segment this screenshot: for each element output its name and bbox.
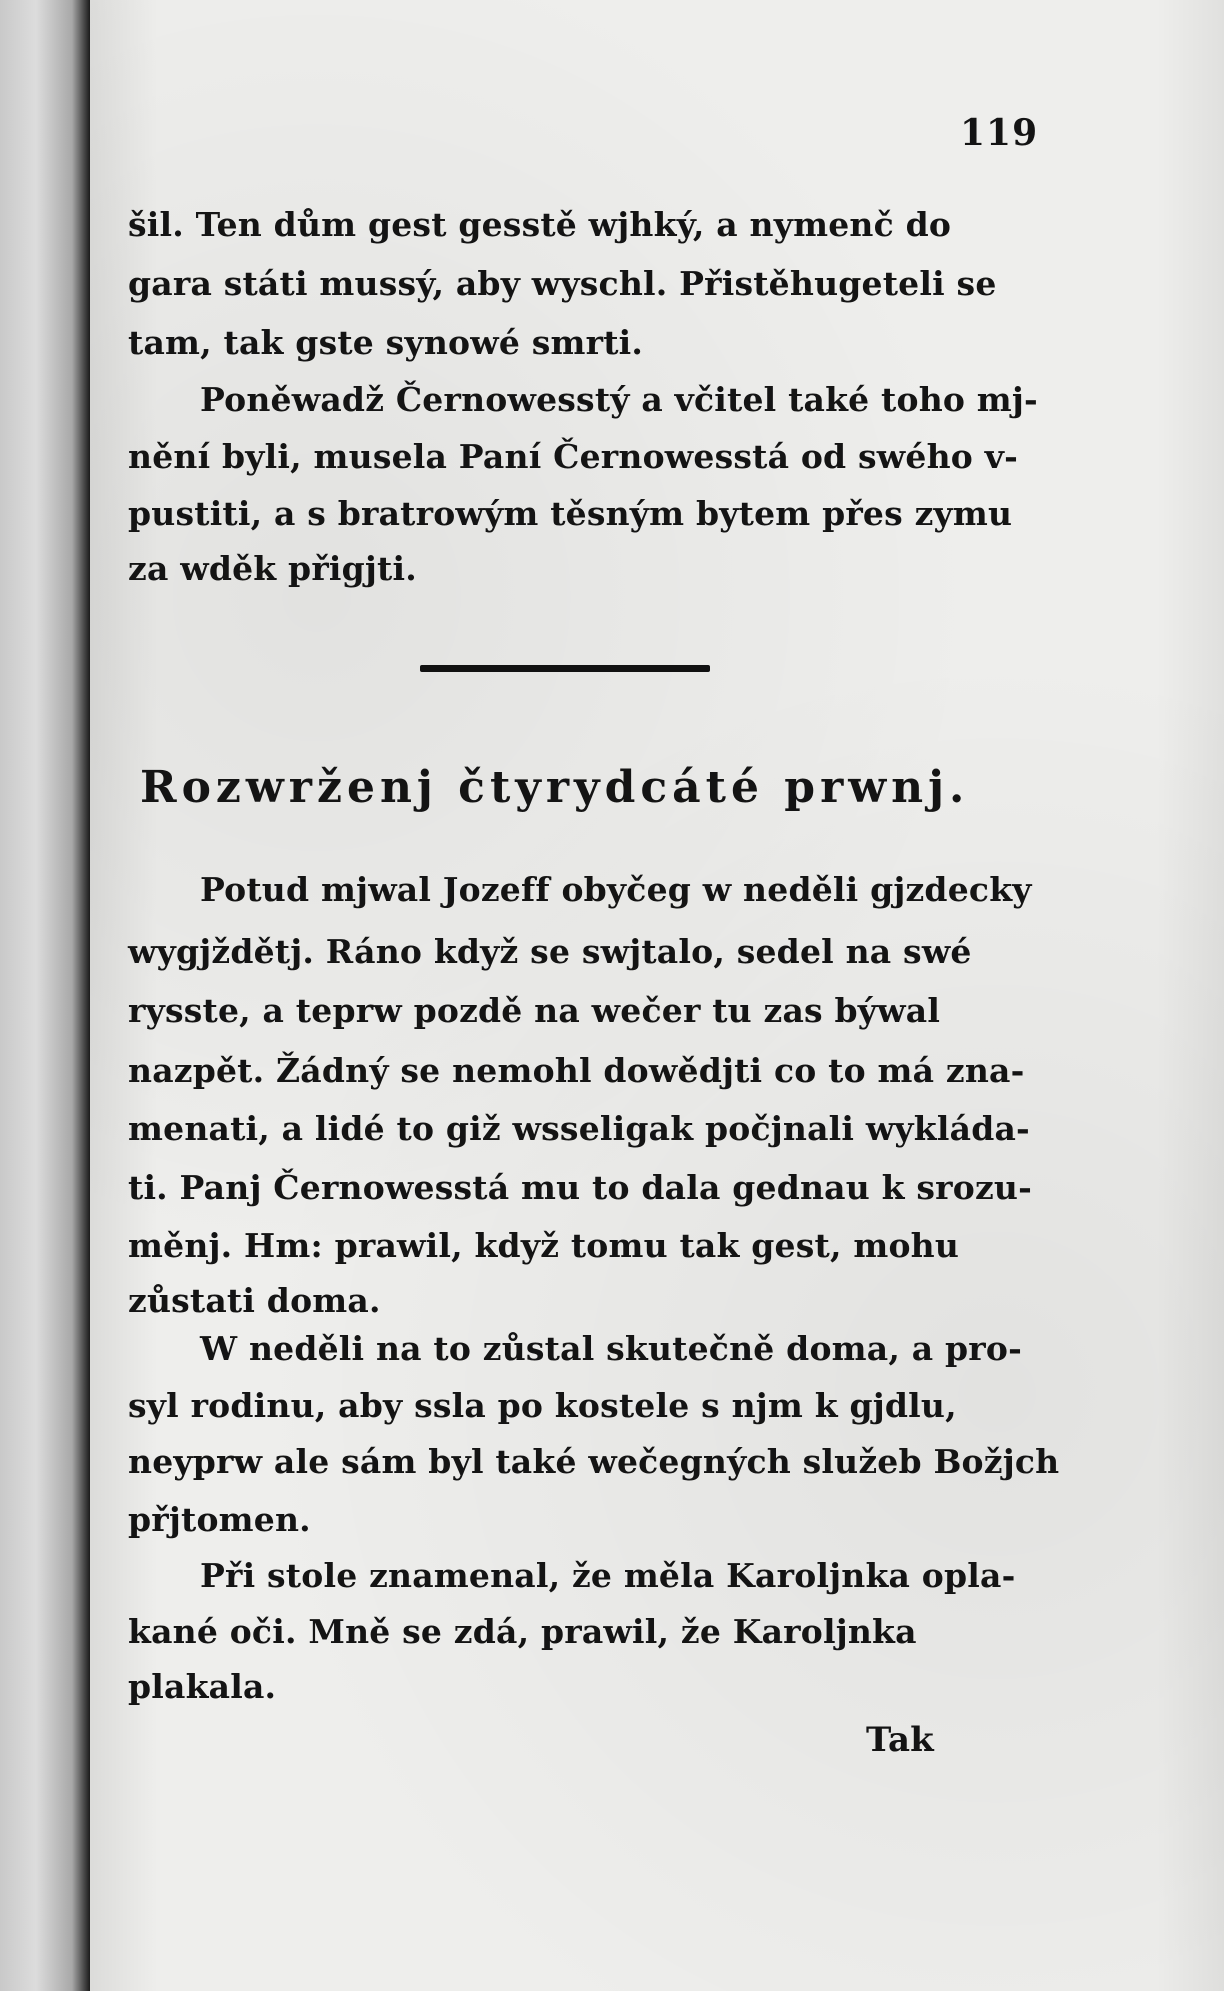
text-line: neyprw ale sám byl také wečegných služeb Božjch — [128, 1442, 1060, 1481]
text-line: W neděli na to zůstal skutečně doma, a pro- — [200, 1329, 1022, 1368]
text-line: Při stole znamenal, že měla Karoljnka opla- — [200, 1556, 1016, 1595]
chapter-heading: Rozwrženj čtyrydcáté prwnj. — [140, 762, 970, 813]
text-line: přjtomen. — [128, 1500, 311, 1539]
text-line: syl rodinu, aby ssla po kostele s njm k gjdlu, — [128, 1386, 957, 1425]
book-gutter-edge — [0, 0, 90, 1991]
text-line: ti. Panj Černowesstá mu to dala gednau k srozu- — [128, 1168, 1032, 1207]
text-line: šil. Ten dům gest gesstě wjhký, a nymenč do — [128, 205, 952, 244]
text-line: kané oči. Mně se zdá, prawil, že Karoljnka — [128, 1612, 917, 1651]
text-line: měnj. Hm: prawil, když tomu tak gest, mohu — [128, 1226, 960, 1265]
text-line: Poněwadž Černowesstý a včitel také toho mj- — [200, 380, 1038, 419]
text-line: wygjždětj. Ráno když se swjtalo, sedel na swé — [128, 932, 972, 971]
catchword: Tak — [866, 1720, 934, 1760]
text-line: gara státi mussý, aby wyschl. Přistěhugeteli se — [128, 264, 997, 303]
text-line: plakala. — [128, 1667, 277, 1706]
page-number: 119 — [960, 112, 1039, 154]
text-line: rysste, a teprw pozdě na wečer tu zas býwal — [128, 991, 941, 1030]
text-line: menati, a lidé to giž wsseligak počjnali wykláda- — [128, 1109, 1030, 1148]
text-line: nazpět. Žádný se nemohl dowědjti co to má zna- — [128, 1051, 1025, 1090]
text-line: nění byli, musela Paní Černowesstá od swého v- — [128, 437, 1018, 476]
section-divider-rule — [420, 665, 710, 672]
text-line: za wděk přigjti. — [128, 549, 417, 588]
text-line: pustiti, a s bratrowým těsným bytem přes zymu — [128, 494, 1013, 533]
text-line: zůstati doma. — [128, 1281, 381, 1320]
text-line: Potud mjwal Jozeff obyčeg w neděli gjzdecky — [200, 870, 1032, 909]
text-line: tam, tak gste synowé smrti. — [128, 323, 644, 362]
